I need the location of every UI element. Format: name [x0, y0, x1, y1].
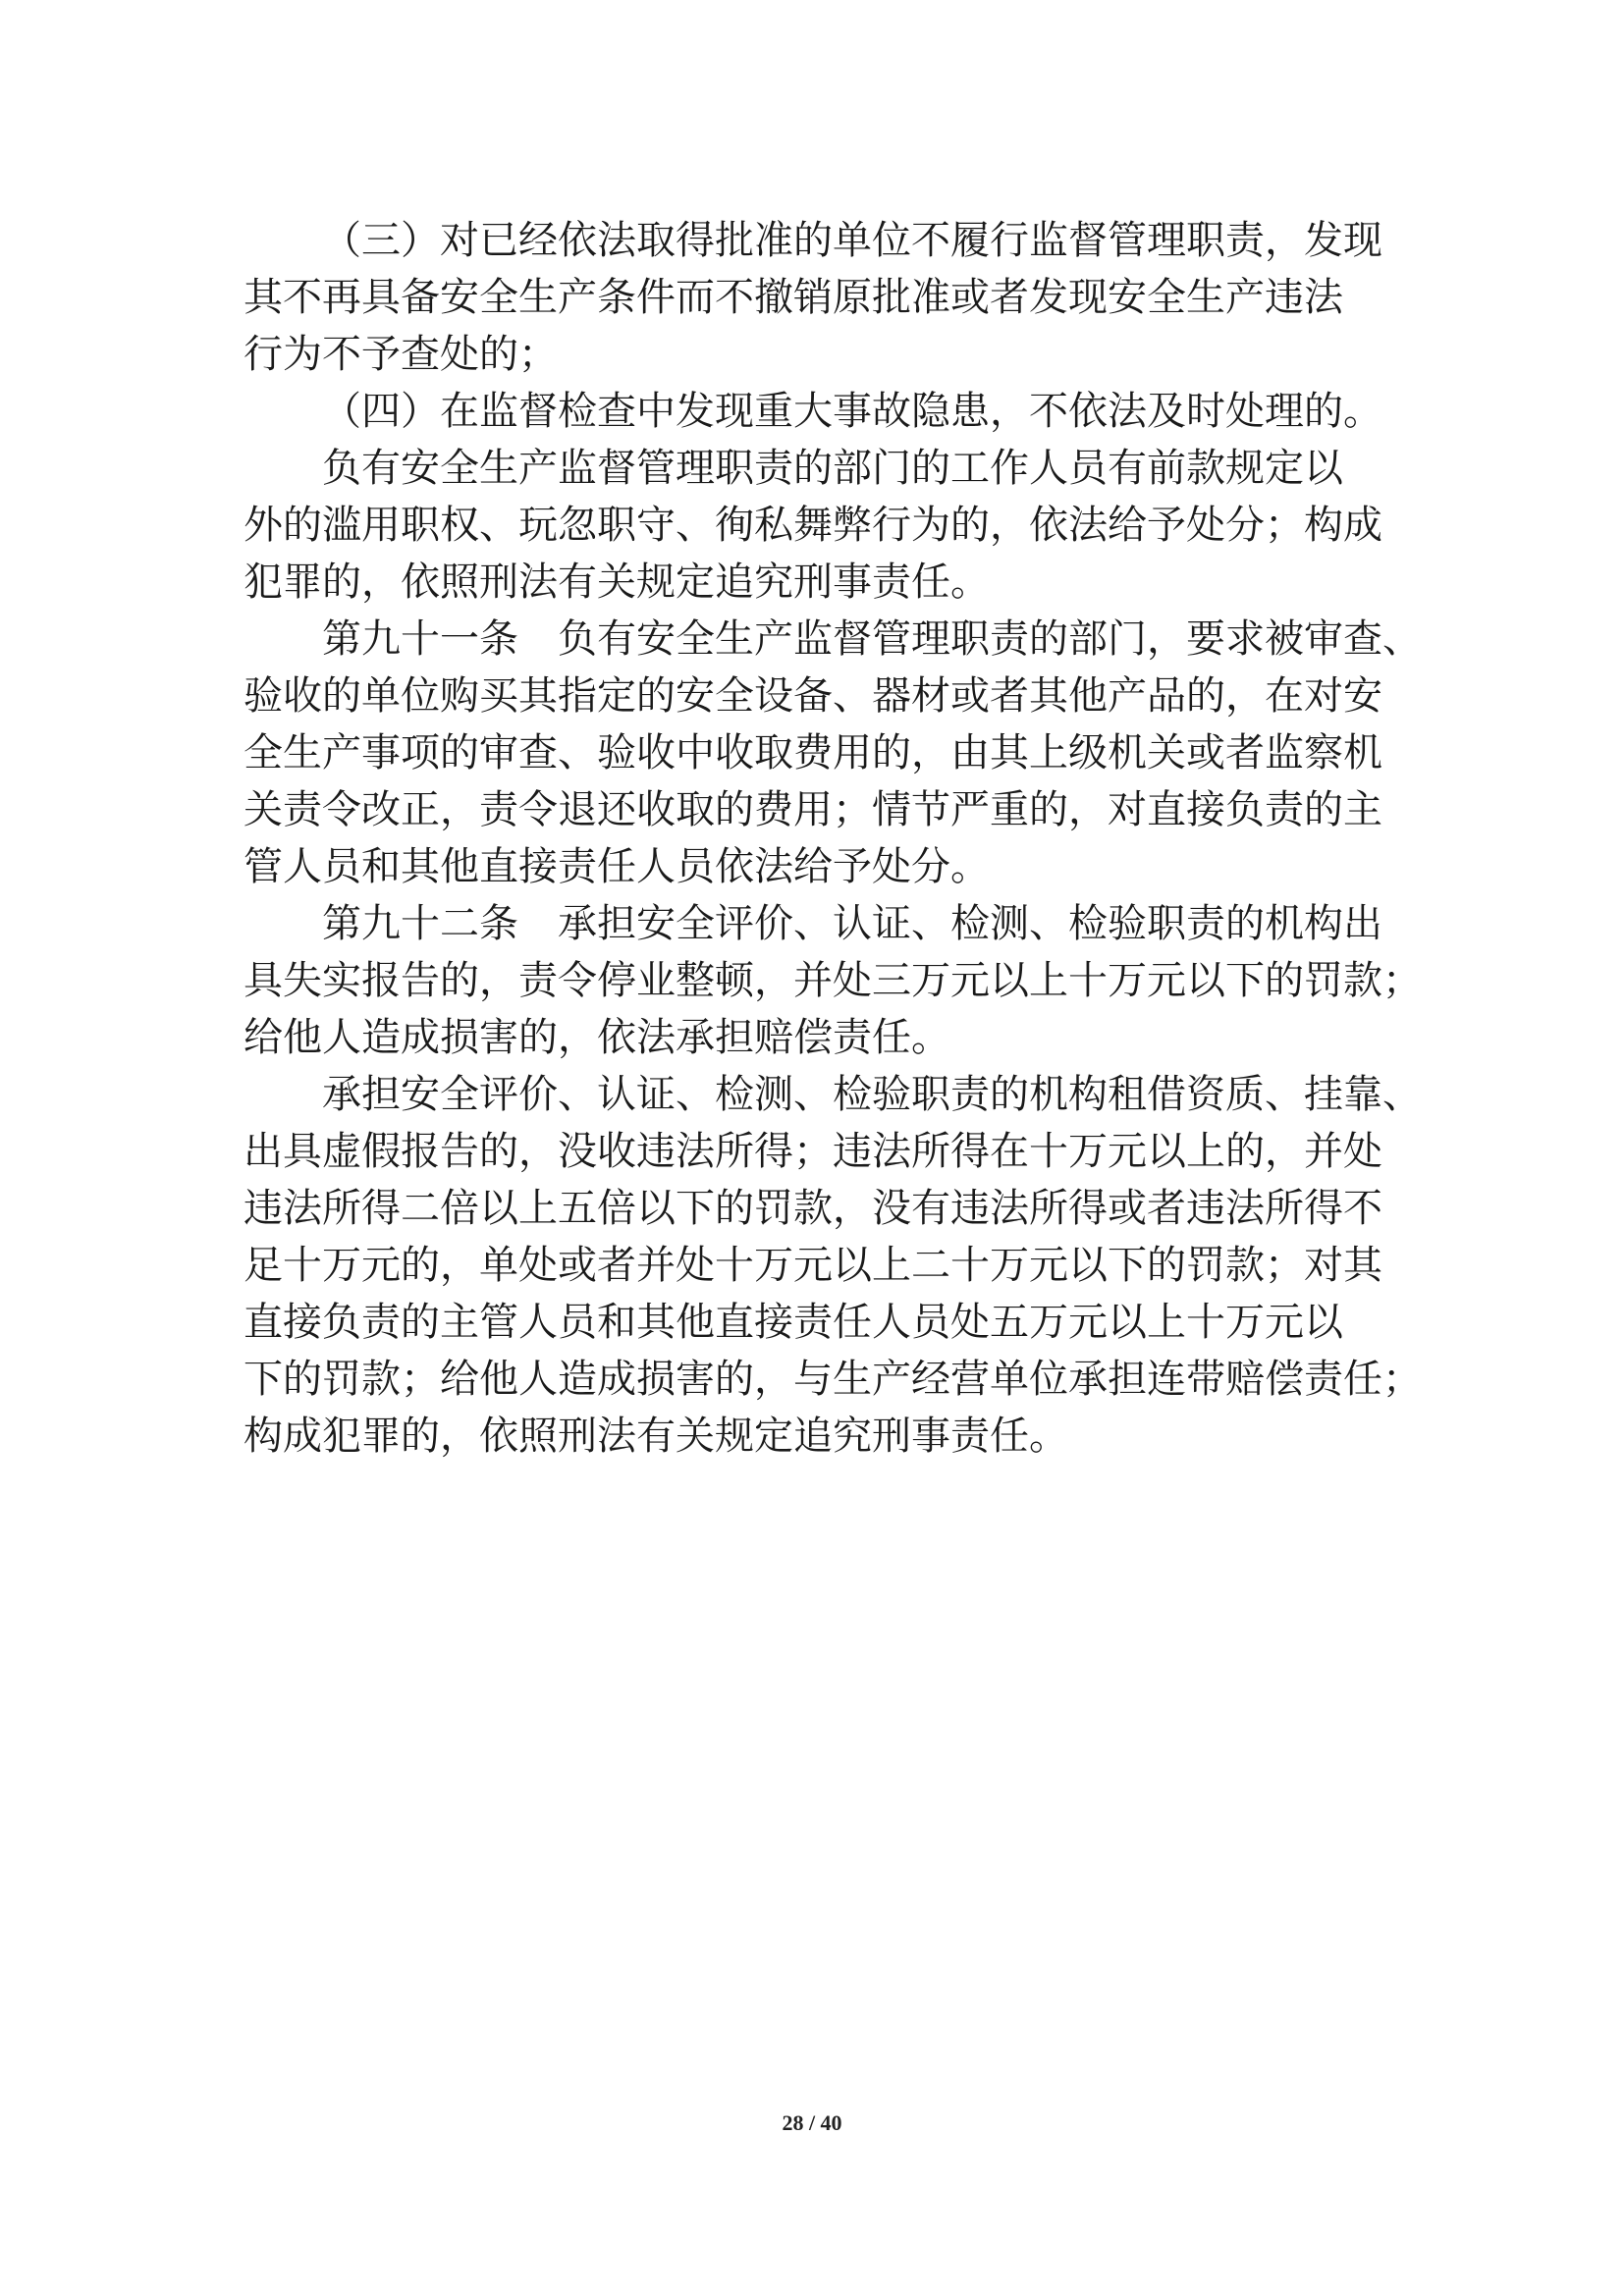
article-91-line-1: 第九十一条 负有安全生产监督管理职责的部门，要求被审查、 — [322, 616, 1422, 662]
article-91-line-3: 全生产事项的审查、验收中收取费用的，由其上级机关或者监察机 — [244, 730, 1382, 775]
article-91-line-5: 管人员和其他直接责任人员依法给予处分。 — [244, 844, 990, 889]
article-92-line-3: 给他人造成损害的，依法承担赔偿责任。 — [244, 1015, 950, 1060]
abuse-clause-line-1: 负有安全生产监督管理职责的部门的工作人员有前款规定以 — [322, 446, 1343, 491]
article-91-line-2: 验收的单位购买其指定的安全设备、器材或者其他产品的，在对安 — [244, 673, 1382, 719]
article-92-para-2-line-5: 直接负责的主管人员和其他直接责任人员处五万元以上十万元以 — [244, 1300, 1343, 1345]
page-number: 28 / 40 — [782, 2110, 842, 2135]
article-92-para-2-line-6: 下的罚款；给他人造成损害的，与生产经营单位承担连带赔偿责任； — [244, 1357, 1422, 1402]
article-92-para-2-line-1: 承担安全评价、认证、检测、检验职责的机构租借资质、挂靠、 — [322, 1072, 1422, 1117]
item-3-line-1: （三）对已经依法取得批准的单位不履行监督管理职责，发现 — [322, 218, 1382, 263]
abuse-clause-line-2: 外的滥用职权、玩忽职守、徇私舞弊行为的，依法给予处分；构成 — [244, 503, 1382, 548]
article-92-para-2-line-2: 出具虚假报告的，没收违法所得；违法所得在十万元以上的，并处 — [244, 1129, 1382, 1174]
article-92-para-2-line-7: 构成犯罪的，依照刑法有关规定追究刑事责任。 — [244, 1414, 1068, 1459]
item-3-line-3: 行为不予查处的； — [244, 332, 558, 377]
item-4-line-1: （四）在监督检查中发现重大事故隐患，不依法及时处理的。 — [322, 389, 1382, 434]
article-91-line-4: 关责令改正，责令退还收取的费用；情节严重的，对直接负责的主 — [244, 787, 1382, 832]
article-92-line-1: 第九十二条 承担安全评价、认证、检测、检验职责的机构出 — [322, 901, 1382, 946]
item-3-line-2: 其不再具备安全生产条件而不撤销原批准或者发现安全生产违法 — [244, 275, 1343, 320]
abuse-clause-line-3: 犯罪的，依照刑法有关规定追究刑事责任。 — [244, 560, 990, 605]
article-92-line-2: 具失实报告的，责令停业整顿，并处三万元以上十万元以下的罚款； — [244, 958, 1422, 1003]
article-92-para-2-line-3: 违法所得二倍以上五倍以下的罚款，没有违法所得或者违法所得不 — [244, 1186, 1382, 1231]
article-92-para-2-line-4: 足十万元的，单处或者并处十万元以上二十万元以下的罚款；对其 — [244, 1243, 1382, 1288]
